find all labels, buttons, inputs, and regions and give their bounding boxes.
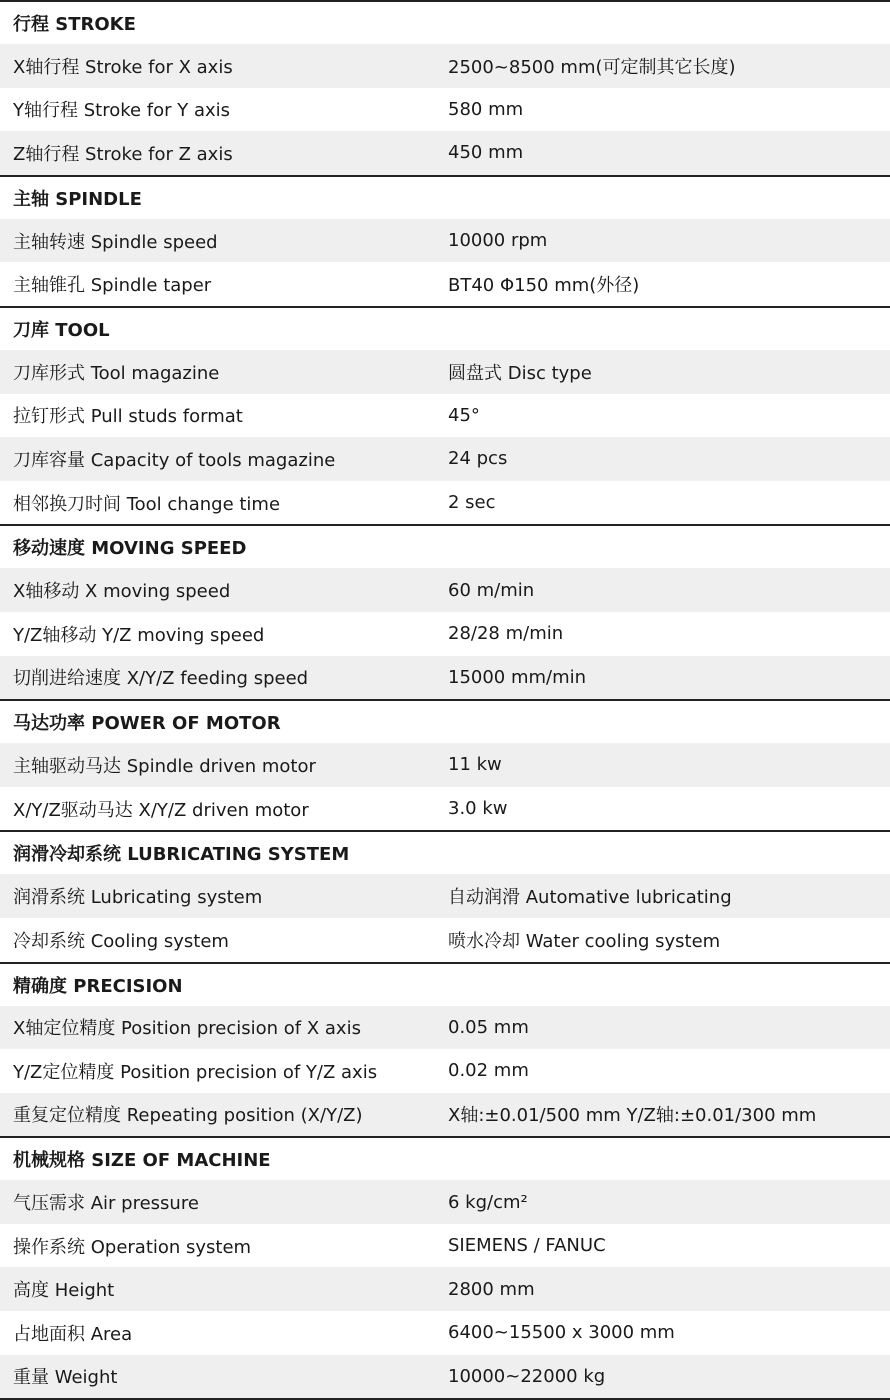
- spec-label: 重复定位精度 Repeating position (X/Y/Z): [13, 1105, 363, 1127]
- spec-value: 0.02 mm: [448, 1060, 529, 1082]
- spec-value: 3.0 kw: [448, 798, 508, 820]
- spec-row: [0, 394, 890, 438]
- spec-row: [0, 219, 890, 263]
- spec-section: [0, 526, 890, 701]
- spec-row: [0, 568, 890, 612]
- spec-value: 0.05 mm: [448, 1016, 529, 1038]
- section-title: 移动速度 MOVING SPEED: [0, 526, 890, 568]
- spec-value: 10000~22000 kg: [448, 1365, 606, 1387]
- spec-row: [0, 1093, 890, 1137]
- spec-row: [0, 350, 890, 394]
- section-title: 主轴 SPINDLE: [0, 177, 890, 219]
- spec-row: [0, 1311, 890, 1355]
- spec-value: 580 mm: [448, 98, 524, 120]
- spec-label: 刀库容量 Capacity of tools magazine: [13, 449, 336, 471]
- spec-row: [0, 743, 890, 787]
- spec-row: [0, 1049, 890, 1093]
- spec-row: [0, 88, 890, 132]
- spec-section: [0, 832, 890, 963]
- section-title: 机械规格 SIZE OF MACHINE: [0, 1138, 890, 1180]
- spec-section: [0, 1138, 890, 1400]
- spec-row: [0, 262, 890, 306]
- spec-value: X轴:±0.01/500 mm Y/Z轴:±0.01/300 mm: [448, 1105, 817, 1127]
- section-title: 刀库 TOOL: [0, 308, 890, 350]
- spec-value: 45°: [448, 404, 480, 426]
- spec-label: 操作系统 Operation system: [13, 1236, 252, 1258]
- spec-value: SIEMENS / FANUC: [448, 1235, 606, 1257]
- spec-section: [0, 701, 890, 832]
- spec-label: 气压需求 Air pressure: [13, 1193, 199, 1215]
- spec-label: 润滑系统 Lubricating system: [13, 887, 263, 909]
- spec-row: [0, 1006, 890, 1050]
- spec-label: 主轴驱动马达 Spindle driven motor: [13, 755, 316, 777]
- spec-section: [0, 308, 890, 526]
- spec-label: X轴行程 Stroke for X axis: [13, 56, 233, 78]
- spec-value: 自动润滑 Automative lubricating: [448, 887, 732, 909]
- spec-value: 2500~8500 mm(可定制其它长度): [448, 56, 736, 78]
- spec-value: 10000 rpm: [448, 230, 548, 252]
- spec-row: [0, 1267, 890, 1311]
- spec-section: [0, 177, 890, 308]
- spec-label: 冷却系统 Cooling system: [13, 930, 229, 952]
- spec-label: X轴移动 X moving speed: [13, 581, 231, 603]
- spec-label: 主轴锥孔 Spindle taper: [13, 275, 212, 297]
- section-title: 行程 STROKE: [0, 2, 890, 44]
- spec-row: [0, 874, 890, 918]
- spec-row: [0, 1355, 890, 1399]
- spec-label: 拉钉形式 Pull studs format: [13, 406, 243, 428]
- spec-value: 6400~15500 x 3000 mm: [448, 1322, 675, 1344]
- spec-label: Y/Z轴移动 Y/Z moving speed: [13, 624, 265, 646]
- spec-value: 28/28 m/min: [448, 623, 564, 645]
- spec-label: Y/Z定位精度 Position precision of Y/Z axis: [13, 1061, 378, 1083]
- spec-row: [0, 481, 890, 525]
- spec-label: Y轴行程 Stroke for Y axis: [13, 100, 231, 122]
- spec-label: 刀库形式 Tool magazine: [13, 362, 220, 384]
- spec-row: [0, 656, 890, 700]
- spec-row: [0, 612, 890, 656]
- spec-row: [0, 44, 890, 88]
- spec-row: [0, 787, 890, 831]
- spec-value: 450 mm: [448, 142, 524, 164]
- spec-value: 60 m/min: [448, 579, 535, 601]
- section-title: 精确度 PRECISION: [0, 964, 890, 1006]
- spec-label: X/Y/Z驱动马达 X/Y/Z driven motor: [13, 799, 309, 821]
- spec-section: [0, 964, 890, 1139]
- spec-row: [0, 131, 890, 175]
- spec-value: 11 kw: [448, 754, 502, 776]
- spec-value: 喷水冷却 Water cooling system: [448, 930, 721, 952]
- spec-row: [0, 918, 890, 962]
- section-title: 润滑冷却系统 LUBRICATING SYSTEM: [0, 832, 890, 874]
- spec-label: 高度 Height: [13, 1280, 115, 1302]
- spec-section: [0, 2, 890, 177]
- spec-label: 相邻换刀时间 Tool change time: [13, 493, 281, 515]
- spec-label: X轴定位精度 Position precision of X axis: [13, 1018, 361, 1040]
- spec-label: 主轴转速 Spindle speed: [13, 231, 218, 253]
- section-title: 马达功率 POWER OF MOTOR: [0, 701, 890, 743]
- spec-value: 6 kg/cm²: [448, 1191, 528, 1213]
- spec-label: Z轴行程 Stroke for Z axis: [13, 143, 233, 165]
- spec-label: 重量 Weight: [13, 1367, 118, 1389]
- spec-value: 圆盘式 Disc type: [448, 362, 592, 384]
- spec-label: 占地面积 Area: [13, 1323, 133, 1345]
- spec-row: [0, 1180, 890, 1224]
- spec-row: [0, 437, 890, 481]
- spec-row: [0, 1224, 890, 1268]
- spec-value: 24 pcs: [448, 448, 508, 470]
- spec-value: 15000 mm/min: [448, 666, 587, 688]
- spec-value: 2 sec: [448, 492, 496, 514]
- spec-value: BT40 Φ150 mm(外径): [448, 275, 640, 297]
- spec-label: 切削进给速度 X/Y/Z feeding speed: [13, 668, 309, 690]
- spec-value: 2800 mm: [448, 1278, 535, 1300]
